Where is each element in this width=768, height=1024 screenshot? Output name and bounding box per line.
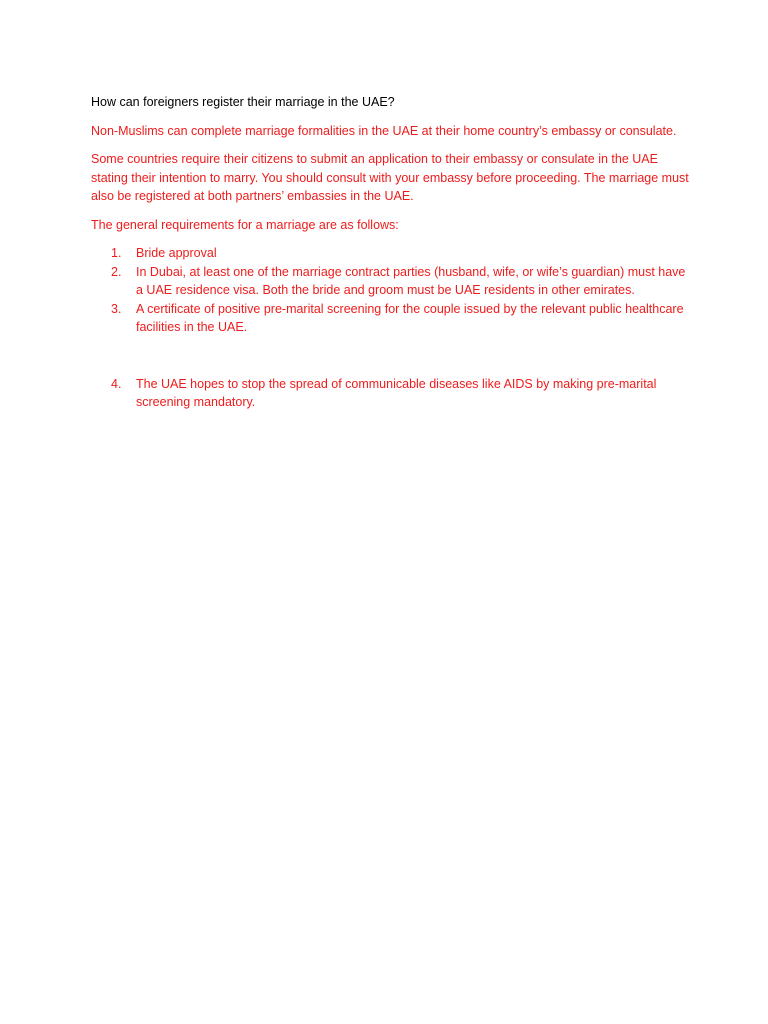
list-item-number: 2. [111,264,122,279]
paragraph-general-requirements: The general requirements for a marriage are as follows: [91,217,399,232]
list-item-number: 1. [111,246,122,260]
list-item [91,244,691,263]
requirements-list [91,244,691,412]
list-item-text: In Dubai, at least one of the marriage contract parties (husband, wife, or wife’s guardian) must have a UAE residence visa. Both the bride and groom must be UAE residents in other emirates. [136,264,686,297]
document-content [91,93,691,412]
paragraph-application-requirement: Some countries require their citizens to submit an application to their embassy or consulate in the UAE stating their intention to marry. You should consult with your embassy before proceeding. The marriage must also be registered at both partners’ embassies in the UAE. [91,152,689,203]
paragraph-embassy-formalities: Non-Muslims can complete marriage formalities in the UAE at their home country’s embassy or consulate. [91,123,677,138]
list-item [91,300,691,337]
list-item-number: 3. [111,301,122,316]
list-item-text: Bride approval [136,246,217,260]
list-item [91,375,691,412]
list-item-text: The UAE hopes to stop the spread of communicable diseases like AIDS by making pre-marital screening mandatory. [136,376,657,409]
list-item-text: A certificate of positive pre-marital screening for the couple issued by the relevant public healthcare facilities in the UAE. [136,301,684,334]
question-heading: How can foreigners register their marriage in the UAE? [91,95,395,109]
list-item [91,263,691,300]
list-item-number: 4. [111,376,122,391]
